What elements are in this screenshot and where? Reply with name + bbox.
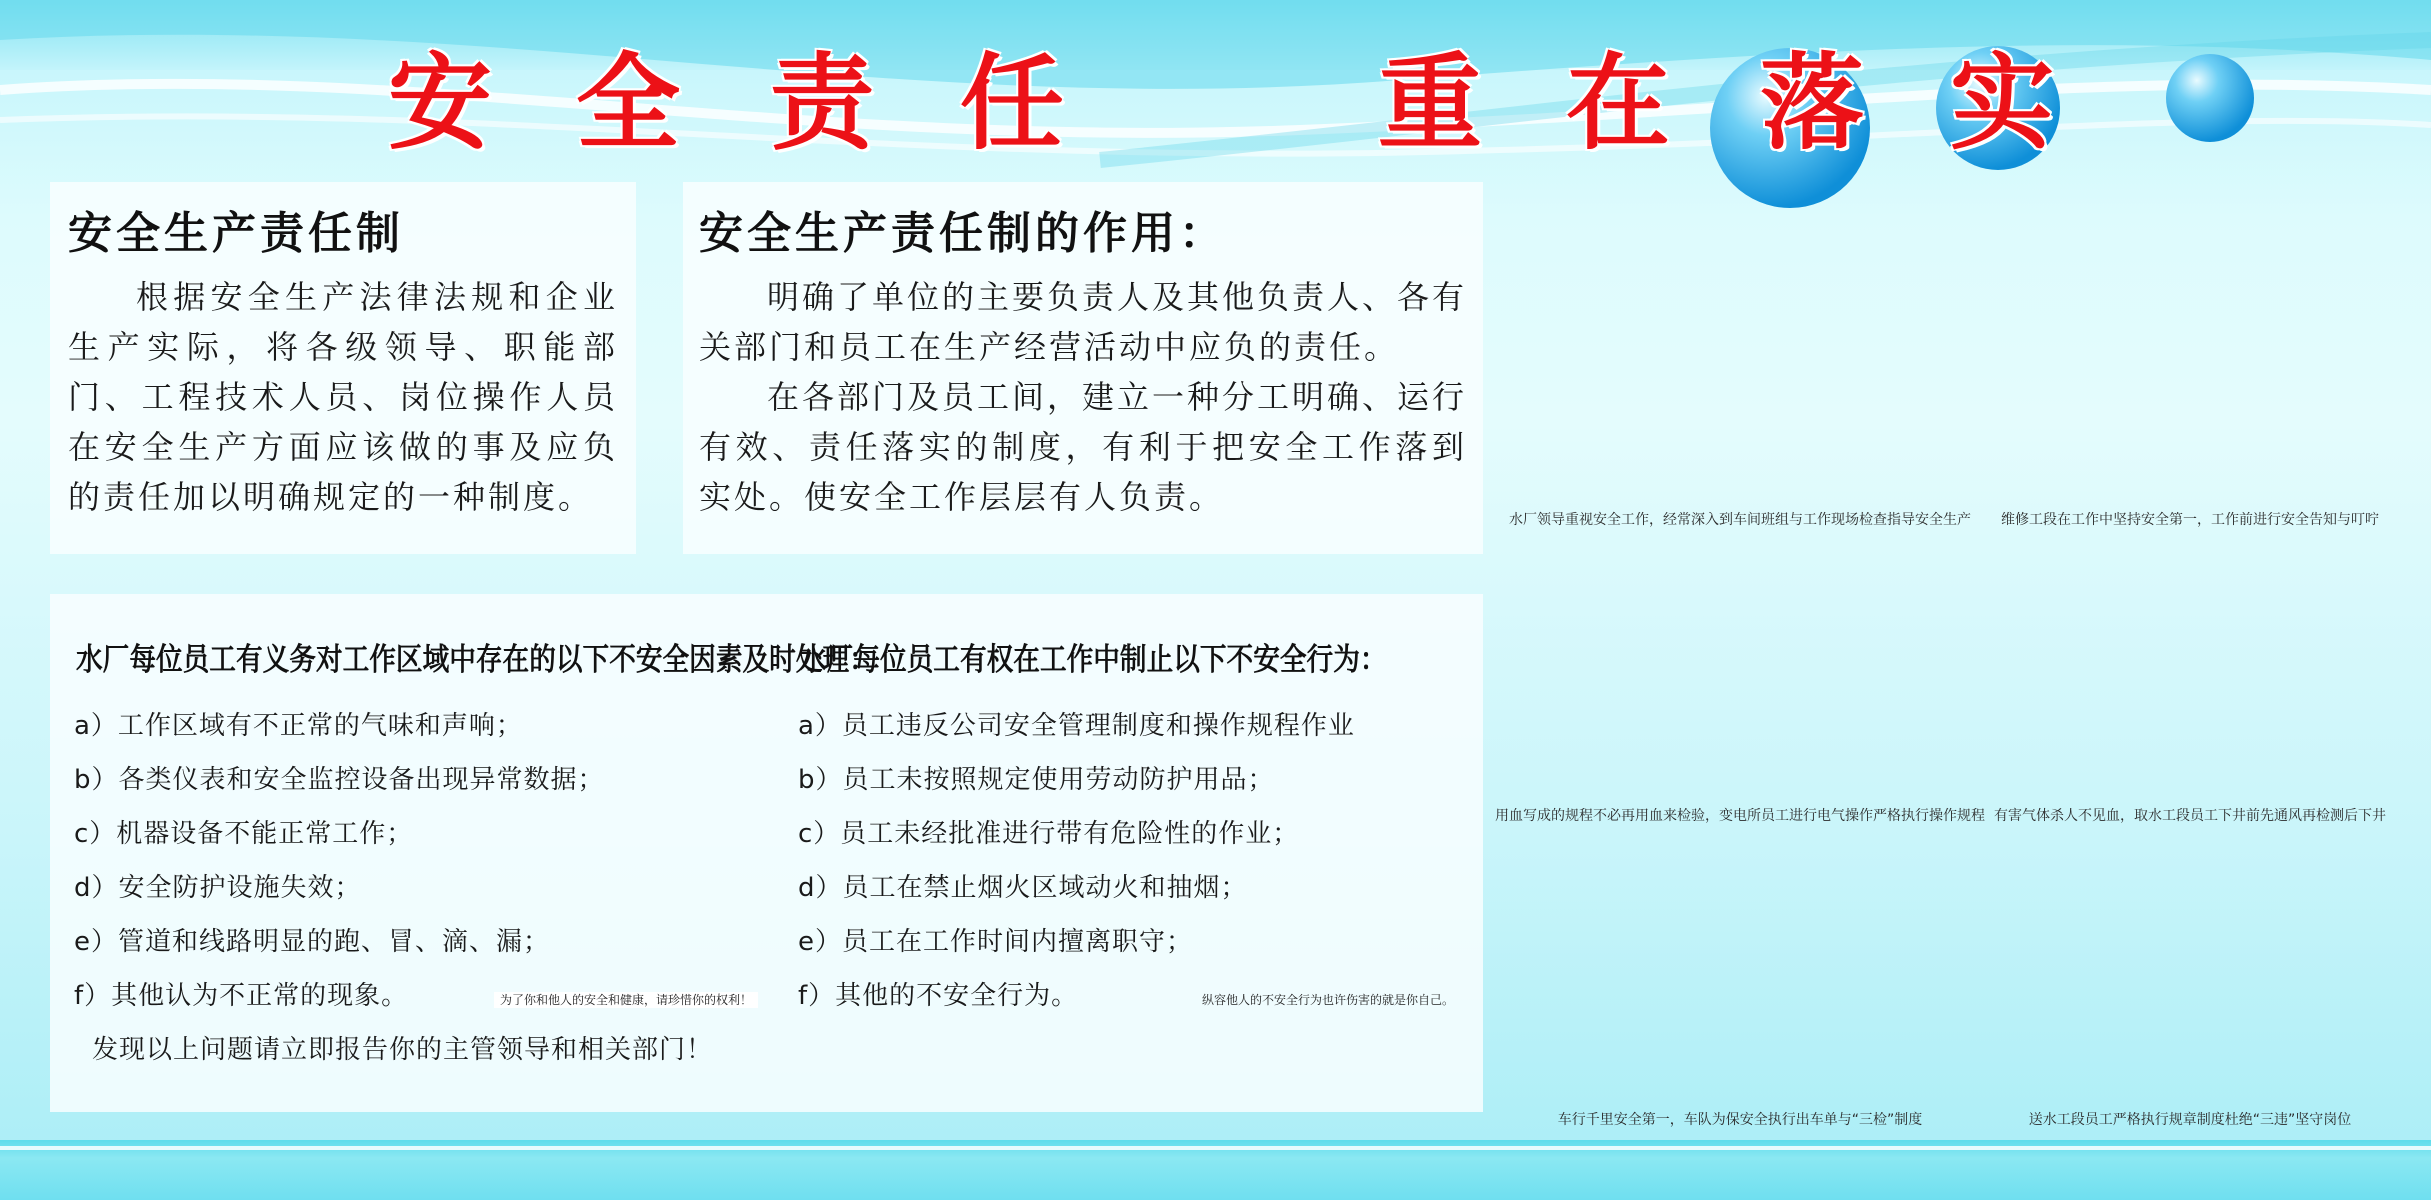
right-item: e）员工在工作时间内擅离职守； <box>798 927 1193 957</box>
duty-item: b）各类仪表和安全监控设备出现异常数据； <box>74 765 605 795</box>
title-char: 责 <box>770 42 875 164</box>
right-item: f）其他的不安全行为。 <box>798 981 1079 1011</box>
duty-item: e）管道和线路明显的跑、冒、滴、漏； <box>74 927 550 957</box>
duties-heading: 水厂每位员工有义务对工作区域中存在的以下不安全因素及时处理： <box>76 642 876 678</box>
bottom-divider <box>0 1146 2431 1150</box>
rights-heading: 水厂每位员工有权在工作中制止以下不安全行为： <box>800 642 1387 678</box>
responsibility-purpose-panel <box>683 182 1483 554</box>
panel-paragraph: 明确了单位的主要负责人及其他负责人、各有关部门和员工在生产经营活动中应负的责任。 <box>699 278 1468 366</box>
right-item: a）员工违反公司安全管理制度和操作规程作业 <box>798 711 1355 741</box>
title-char: 安 <box>388 42 493 164</box>
panel-heading: 安全生产责任制的作用： <box>699 208 1227 259</box>
right-item: c）员工未经批准进行带有危险性的作业； <box>798 819 1300 849</box>
right-item: d）员工在禁止烟火区域动火和抽烟； <box>798 873 1248 903</box>
duties-note: 为了你和他人的安全和健康，请珍惜你的权利！ <box>494 992 758 1008</box>
rights-note: 纵容他人的不安全行为也许伤害的就是你自己。 <box>1202 993 1455 1007</box>
bubble-small <box>2166 54 2254 142</box>
safety-responsibility-panel <box>50 182 636 554</box>
photo-caption: 送水工段员工严格执行规章制度杜绝“三违”坚守岗位 <box>2028 1112 2352 1128</box>
title-char: 重 <box>1378 42 1483 164</box>
panel-paragraph: 在各部门及员工间，建立一种分工明确、运行有效、责任落实的制度，有利于把安全工作落到实处。使安全工作层层有人负责。 <box>699 378 1468 516</box>
panel-heading: 安全生产责任制 <box>68 208 404 259</box>
banner-title-right <box>1370 38 2090 168</box>
panel-body: 根据安全生产法律法规和企业生产实际，将各级领导、职能部门、工程技术人员、岗位操作人员在安全生产方面应该做的事及应负的责任加以明确规定的一种制度。 <box>68 278 618 516</box>
banner-title-left <box>380 38 1100 168</box>
duty-item: c）机器设备不能正常工作； <box>74 819 414 849</box>
title-char: 在 <box>1566 42 1671 164</box>
photo-caption: 水厂领导重视安全工作，经常深入到车间班组与工作现场检查指导安全生产 <box>1509 512 1971 528</box>
title-char: 落 <box>1760 42 1865 164</box>
title-char: 全 <box>576 42 681 164</box>
title-char: 任 <box>960 42 1065 164</box>
photo-caption: 用血写成的规程不必再用血来检验，变电所员工进行电气操作严格执行操作规程 <box>1495 808 1985 824</box>
duty-item: a）工作区域有不正常的气味和声响； <box>74 711 523 741</box>
photo-caption: 车行千里安全第一，车队为保安全执行出车单与“三检”制度 <box>1557 1112 1923 1128</box>
right-item: b）员工未按照规定使用劳动防护用品； <box>798 765 1275 795</box>
duties-rights-panel <box>50 594 1483 1112</box>
title-char: 实 <box>1950 42 2055 164</box>
duties-footer: 发现以上问题请立即报告你的主管领导和相关部门！ <box>92 1035 714 1065</box>
duty-item: d）安全防护设施失效； <box>74 873 362 903</box>
photo-caption: 有害气体杀人不见血，取水工段员工下井前先通风再检测后下井 <box>1994 808 2386 824</box>
photo-caption: 维修工段在工作中坚持安全第一，工作前进行安全告知与叮咛 <box>2001 512 2379 528</box>
duty-item: f）其他认为不正常的现象。 <box>74 981 409 1011</box>
